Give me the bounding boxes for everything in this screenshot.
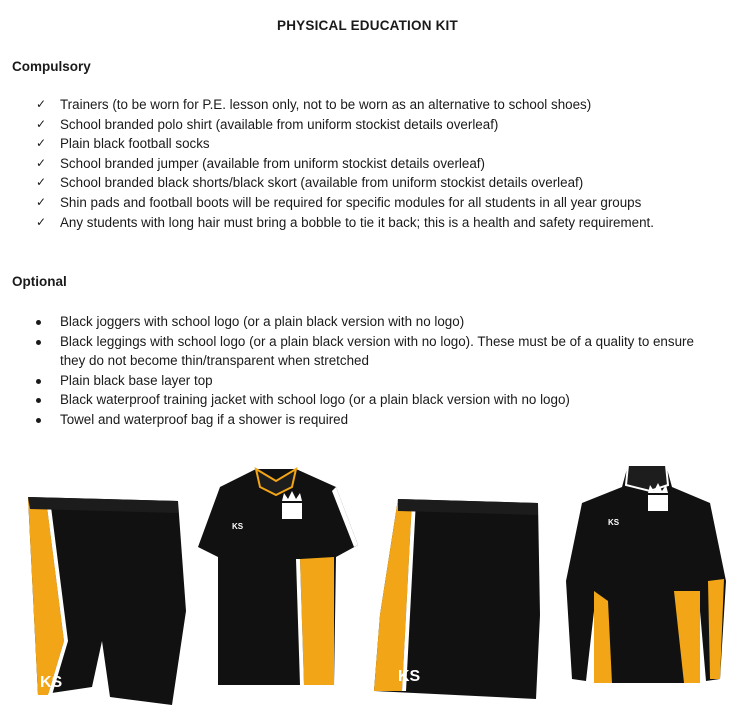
- compulsory-heading: Compulsory: [12, 59, 91, 74]
- list-item: [0, 332, 735, 371]
- compulsory-list: [0, 95, 735, 232]
- list-item: [0, 312, 735, 332]
- list-item: [0, 95, 735, 115]
- list-item-text: Black waterproof training jacket with school logo (or a plain black version with no logo): [60, 392, 570, 408]
- shorts-label: KS: [40, 674, 63, 691]
- bullet-dot-icon: [36, 379, 41, 384]
- list-item: [0, 410, 735, 430]
- bullet-dot-icon: [36, 320, 41, 325]
- page-title: PHYSICAL EDUCATION KIT: [277, 18, 458, 33]
- check-icon: ✓: [36, 194, 47, 209]
- list-item-text: School branded jumper (available from uniform stockist details overleaf): [60, 155, 485, 171]
- list-item-text: Plain black base layer top: [60, 372, 213, 388]
- skort-label: KS: [398, 668, 421, 685]
- skort-image: [372, 495, 547, 710]
- list-item-text: Black leggings with school logo (or a plain black version with no logo). These must be of a quality to ensure they do not become thin/transparent when stretched: [60, 333, 694, 369]
- list-item: [0, 390, 735, 410]
- list-item: [0, 134, 735, 154]
- polo-shirt-image: [196, 463, 361, 693]
- list-item: [0, 371, 735, 391]
- polo-label: KS: [232, 522, 244, 531]
- optional-heading: Optional: [12, 274, 67, 289]
- check-icon: ✓: [36, 136, 47, 151]
- list-item: [0, 115, 735, 135]
- check-icon: ✓: [36, 155, 47, 170]
- list-item: [0, 193, 735, 213]
- check-icon: ✓: [36, 214, 47, 229]
- list-item-text: Black joggers with school logo (or a plain black version with no logo): [60, 314, 465, 329]
- list-item-text: Shin pads and football boots will be required for specific modules for all students in all year groups: [60, 194, 642, 210]
- jacket-image: [560, 461, 730, 691]
- bullet-dot-icon: [36, 418, 41, 423]
- jacket-label: KS: [608, 518, 620, 527]
- kit-images: [0, 455, 735, 700]
- bullet-dot-icon: [36, 340, 41, 345]
- list-item: [0, 173, 735, 193]
- check-icon: ✓: [36, 175, 47, 190]
- list-item-text: Plain black football socks: [60, 136, 210, 152]
- optional-list: [0, 312, 735, 430]
- bullet-dot-icon: [36, 398, 41, 403]
- check-icon: ✓: [36, 97, 47, 111]
- list-item-text: School branded polo shirt (available from uniform stockist details overleaf): [60, 116, 499, 132]
- list-item: [0, 213, 735, 233]
- list-item-text: Any students with long hair must bring a bobble to tie it back; this is a health and safety requirement.: [60, 214, 654, 230]
- list-item: [0, 154, 735, 174]
- list-item-text: Trainers (to be worn for P.E. lesson only, not to be worn as an alternative to school shoes): [60, 97, 592, 112]
- list-item-text: Towel and waterproof bag if a shower is required: [60, 411, 349, 427]
- list-item-text: School branded black shorts/black skort (available from uniform stockist details overleaf): [60, 175, 584, 191]
- check-icon: ✓: [36, 116, 47, 131]
- shorts-image: [18, 491, 188, 711]
